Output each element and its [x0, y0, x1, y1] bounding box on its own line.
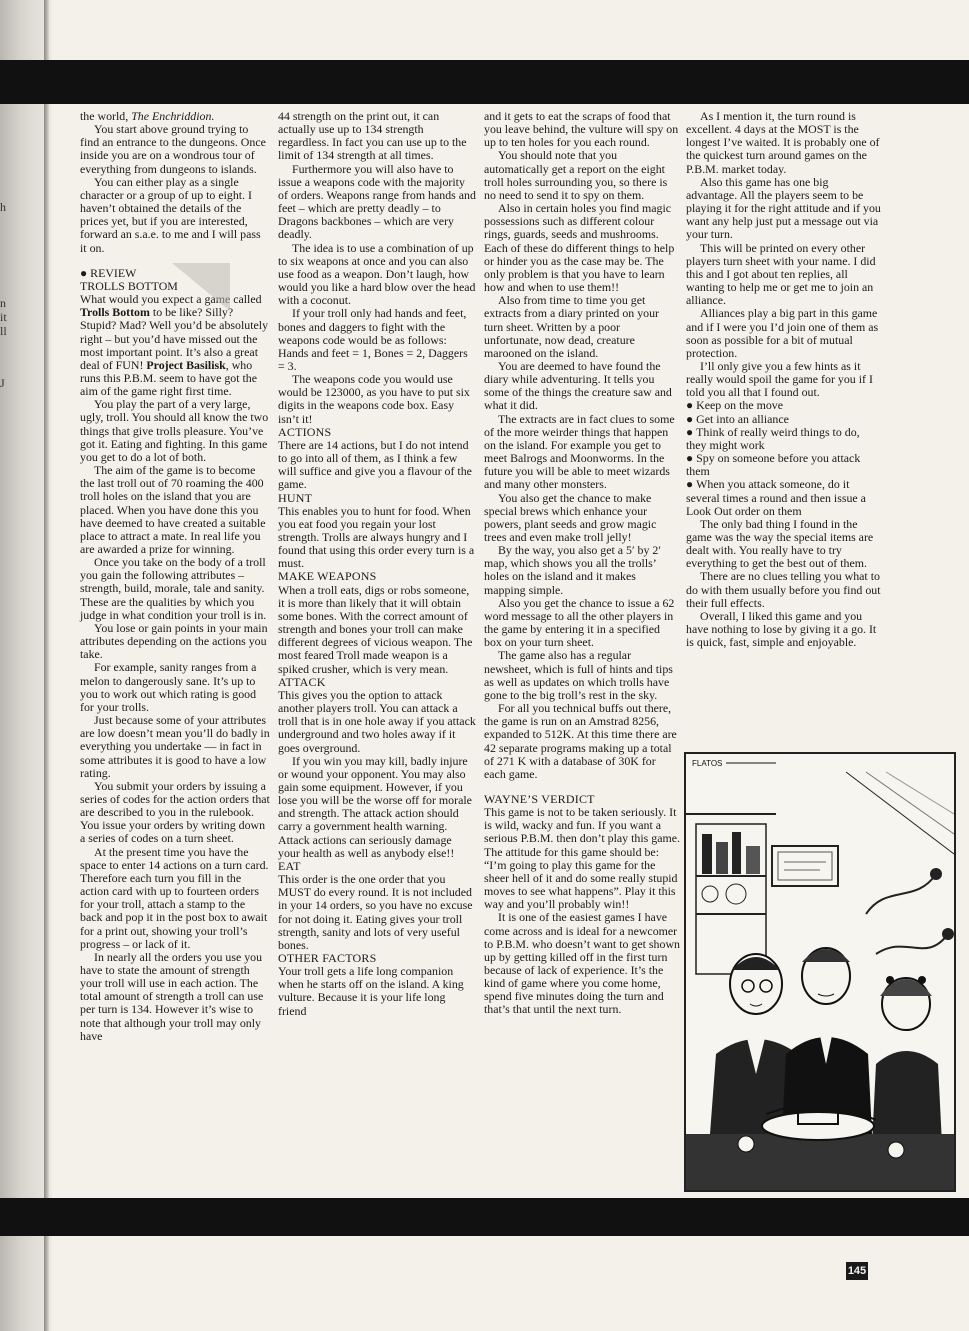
section-heading: WAYNE’S VERDICT: [484, 791, 595, 806]
article-paragraph: At the present time you have the space to enter 14 actions on a turn card. Therefore each turn you fill in the action card with up to fourteen orders for your troll, attach a stamp to the back and pop it in the post box to await for a print out, showing your troll’s progress – or lack of it.: [80, 844, 269, 951]
article-paragraph: As I mention it, the turn round is excellent. 4 days at the MOST is the longest I’ve waited. It is probably one of the quickest turn around games on the P.B.M. market today.: [686, 109, 880, 176]
article-paragraph: When a troll eats, digs or robs someone, it is more than likely that it will obtain some bones. With the correct amount of strength and bones your troll can make different degrees of vicious weapon. The most feared Troll made weapon is a spiked crusher, which is very mean.: [278, 582, 473, 676]
article-paragraph: Just because some of your attributes are low doesn’t mean you’ll do badly in everything you undertake — in fact in some attributes it is good to have a low rating.: [80, 713, 270, 780]
article-paragraph: This gives you the option to attack another players troll. You can attack a troll that is in one hole away if you attack underground and two holes away if it goes overground.: [278, 687, 476, 755]
margin-fragment: J: [0, 376, 5, 390]
review-title: TROLLS BOTTOM: [80, 278, 178, 293]
section-heading: OTHER FACTORS: [278, 951, 377, 965]
article-paragraph: If you win you may kill, badly injure or wound your opponent. You may also gain some equipment. However, if you lose you will be the worse off for morale and strength. The attack action should carry a government health warning. Attack actions can seriously damage your health as well as anybody else!!: [278, 753, 472, 860]
article-paragraph: This order is the one order that you MUST do every round. It is not included in your 14 orders, so you have no excuse for not doing it. Eating gives your troll strength, sanity and lots of very useful bones.: [278, 872, 473, 952]
article-paragraph: Once you take on the body of a troll you gain the following attributes – strength, build, morale, tale and sanity. These are the qualities by which you judge in what condition your troll is in.: [80, 555, 267, 622]
grey-wedge-decoration: [172, 263, 230, 311]
article-paragraph: The aim of the game is to become the last troll out of 70 roaming the 400 troll holes on the island that you are placed. When you have done this you have deemed to have created a suitable place to attract a mate. In real life you are awarded a prize for winning.: [80, 463, 266, 556]
article-column-1: [80, 110, 270, 1043]
bullet-item: ● Think of really weird things to do, they might work: [686, 426, 882, 452]
review-label: ● REVIEW: [80, 265, 137, 280]
article-column-2: [278, 110, 476, 1018]
article-paragraph: If your troll only had hands and feet, bones and daggers to fight with the weapons code would be as follows: Hands and feet = 1, Bones = 2, Daggers = 3.: [278, 306, 468, 373]
margin-fragment: ll: [0, 324, 7, 338]
illustration-signature: FLATOS: [692, 759, 723, 768]
article-paragraph: the world, The Enchriddion.: [80, 109, 215, 123]
article-paragraph: What would you expect a game called Trolls Bottom to be like? Silly? Stupid? Mad? Well you’d be absolutely right – but you’d have missed out the most important point. It’s also a great deal of FUN! Project Basilisk, who runs this P.B.M. seem to have got the aim of the game right first time.: [80, 292, 269, 399]
article-paragraph: It is one of the easiest games I have come across and is ideal for a newcomer to P.B.M. who doesn’t want to get shown up by getting killed off in the first turn because of lack of experience. It’s the kind of game where you come home, spend five minutes doing the turn and that’s that until the next turn.: [484, 910, 680, 1017]
section-heading: HUNT: [278, 490, 313, 505]
review-heading: [80, 267, 270, 293]
article-paragraph: Alliances play a big part in this game and if I were you I’d join one of them as soon as possible for a bit of mutual protection.: [686, 306, 879, 360]
page-number: 145: [846, 1262, 868, 1280]
article-paragraph: Also this game has one big advantage. All the players seem to be playing it for the right attitude and if you want any help just put a message out via your turn.: [686, 174, 881, 242]
article-paragraph: For example, sanity ranges from a melon to dangerously sane. It’s up to you to work out which rating is good for your trolls.: [80, 660, 257, 714]
margin-fragment: n: [0, 296, 6, 310]
article-paragraph: This will be printed on every other players turn sheet with your name. I did this and I got about ten replies, all wanting to help me or get me to join an alliance.: [686, 240, 876, 308]
article-paragraph: Also from time to time you get extracts from a diary printed on your turn sheet. Written by a poor unfortunate, now dead, creature marooned on the island.: [484, 293, 659, 360]
article-paragraph: You lose or gain points in your main attributes depending on the actions you take.: [80, 620, 268, 662]
article-paragraph: This enables you to hunt for food. When you eat food you regain your lost strength. Trolls are always hungry and I found that using this order every turn is a must.: [278, 503, 475, 571]
bullet-item: ● Spy on someone before you attack them: [686, 452, 882, 478]
illustration-trolls-lab: [684, 752, 956, 1192]
article-paragraph: Also you get the chance to issue a 62 word message to all the other players in the game by entering it in a specified box on your turn sheet.: [484, 595, 675, 650]
article-paragraph: Furthermore you will also have to issue a weapons code with the majority of orders. Weapons range from hands and feet – which are pretty deadly – to Dragons backbones – which are very deadly.: [278, 161, 476, 242]
article-column-4: [686, 110, 882, 649]
section-heading: ACTIONS: [278, 424, 332, 439]
article-paragraph: 44 strength on the print out, it can actually use up to 134 strength regardless. In fact you can use up to the limit of 134 strength at all times.: [278, 109, 467, 163]
article-paragraph: This game is not to be taken seriously. It is wild, wacky and fun. If you want a serious P.B.M. then don’t play this game. The attitude for this game should be: “I’m going to play this game for the sheer hell of it and do some really stupid moves to see what happens”. Play it this way and you’ll probably win!!: [484, 805, 680, 912]
article-paragraph: The extracts are in fact clues to some of the more weirder things that happen on the island. For example you get to meet Balrogs and Moonworms. In the future you will be able to meet wizards and many other monsters.: [484, 411, 675, 492]
article-paragraph: The weapons code you would use would be 123000, as you have to put six digits in the weapons code box. Easy isn’t it!: [278, 372, 470, 426]
section-heading: ATTACK: [278, 674, 326, 689]
article-paragraph: I’ll only give you a few hints as it really would spoil the game for you if I told you all that I found out.: [686, 358, 873, 400]
article-paragraph: You also get the chance to make special brews which enhance your powers, plant seeds and grow magic trees and even make troll jelly!: [484, 490, 657, 544]
article-paragraph: You submit your orders by issuing a series of codes for the action orders that are described to you in the rulebook. You issue your orders by writing down a series of codes on a turn sheet.: [80, 778, 270, 846]
article-paragraph: For all you technical buffs out there, the game is run on an Amstrad 8256, expanded to 512K. At this time there are 42 separate programs making up a total of 271 K with a database of 30K for each game.: [484, 701, 677, 781]
article-paragraph: You should note that you automatically get a report on the eight troll holes surrounding you, so there is no need to send it to spy on them.: [484, 148, 668, 202]
article-paragraph: There are no clues telling you what to do with them usually before you find out their full effects.: [686, 569, 881, 610]
footer-bar: [0, 1198, 969, 1236]
article-paragraph: In nearly all the orders you use you have to state the amount of strength your troll will use in each action. The total amount of strength a troll can use per turn is 134. However it’s wise to note that although your troll may only have: [80, 949, 264, 1043]
bullet-item: ● When you attack someone, do it several times a round and then issue a Look Out order on them: [686, 478, 882, 517]
bullet-item: ● Get into an alliance: [686, 413, 882, 426]
bullet-item: ● Keep on the move: [686, 399, 882, 412]
article-paragraph: Your troll gets a life long companion when he starts off on the island. A king vulture. Because it is your life long friend: [278, 964, 464, 1018]
article-paragraph: The game also has a regular newsheet, which is full of hints and tips as well as updates on which trolls have gone to the big troll’s rest in the sky.: [484, 648, 673, 702]
margin-fragment: it: [0, 310, 7, 324]
article-paragraph: The only bad thing I found in the game was the way the special items are dealt with. You really have to try everything to get the best out of them.: [686, 516, 874, 571]
article-paragraph: By the way, you also get a 5′ by 2′ map, which shows you all the trolls’ holes on the island and it makes mapping simple.: [484, 543, 661, 597]
section-heading: EAT: [278, 858, 301, 873]
margin-fragment: h: [0, 200, 6, 214]
article-paragraph: You can either play as a single character or a group of up to eight. I haven’t obtained the details of the prices yet, but if you are interested, forward an s.a.e. to me and I will pass it on.: [80, 174, 261, 255]
article-column-3: [484, 110, 680, 1017]
article-paragraph: and it gets to eat the scraps of food that you leave behind, the vulture will spy on up to ten holes for you each round.: [484, 109, 679, 150]
article-paragraph: You play the part of a very large, ugly, troll. You should all know the two things that give trolls pleasure. You’ve got it. Eating and fighting. In this game you get to do a lot of both.: [80, 397, 269, 464]
article-paragraph: You are deemed to have found the diary while adventuring. It tells you some of the things the creature saw and what it did.: [484, 358, 672, 413]
article-paragraph: The idea is to use a combination of up to six weapons at once and you can also use food as a weapon. Don’t laugh, how would you like a hard blow over the head with a coconut.: [278, 240, 476, 308]
article-paragraph: Also in certain holes you find magic possessions such as different colour rings, guards, seeds and mushrooms. Each of these do different things to help or hinder you as the case may be. The only problem is that you have to learn how and when to use them!!: [484, 201, 675, 295]
section-heading: MAKE WEAPONS: [278, 569, 377, 584]
article-paragraph: Overall, I liked this game and you have nothing to lose by giving it a go. It is quick, fast, simple and enjoyable.: [686, 608, 877, 650]
article-paragraph: There are 14 actions, but I do not intend to go into all of them, as I think a few will suffice and give you a flavour of the game.: [278, 437, 472, 492]
article-paragraph: You start above ground trying to find an entrance to the dungeons. Once inside you are on a wondrous tour of everything from dungeons to islands.: [80, 122, 266, 176]
binding-edge: [44, 0, 49, 1331]
header-bar: [0, 60, 969, 104]
